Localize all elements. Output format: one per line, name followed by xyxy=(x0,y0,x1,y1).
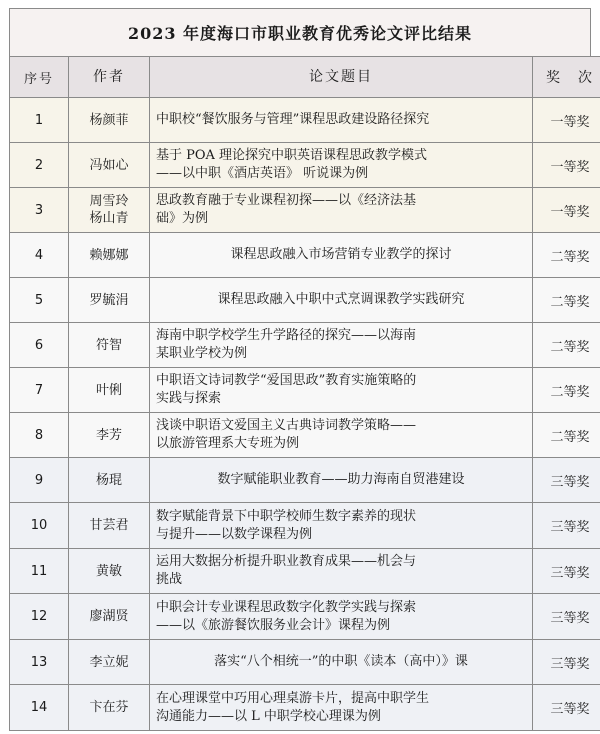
header-paper-title: 论文题目 xyxy=(150,57,533,98)
table-row xyxy=(10,549,600,594)
paper-title-line: 运用大数据分析提升职业教育成果——机会与 xyxy=(156,554,417,569)
row-number: 8 xyxy=(10,413,69,458)
row-award: 二等奖 xyxy=(533,233,600,278)
row-paper-title xyxy=(150,278,533,323)
row-author xyxy=(69,640,150,685)
row-author xyxy=(69,413,150,458)
paper-title-line: 课程思政融入市场营销专业教学的探讨 xyxy=(230,247,452,262)
header-award: 奖 次 xyxy=(533,57,600,98)
author-name: 黄敏 xyxy=(95,563,122,579)
table-row xyxy=(10,503,600,549)
paper-title-line: 思政教育融于专业课程初探——以《经济法基 xyxy=(156,193,417,208)
row-award: 二等奖 xyxy=(533,368,600,413)
paper-title-line: 浅谈中职语文爱国主义古典诗词教学策略—— xyxy=(156,418,417,433)
author-name: 杨山青 xyxy=(89,211,129,226)
row-author xyxy=(69,188,150,233)
author-name: 叶俐 xyxy=(95,382,122,398)
row-award: 三等奖 xyxy=(533,594,600,640)
row-paper-title xyxy=(150,549,533,594)
paper-title-line: 中职校“餐饮服务与管理”课程思政建设路径探究 xyxy=(156,112,430,127)
row-award: 一等奖 xyxy=(533,188,600,233)
table-row xyxy=(10,143,600,188)
row-paper-title xyxy=(150,594,533,640)
table-row xyxy=(10,98,600,143)
author-name: 周雪玲 xyxy=(89,194,129,209)
table-row xyxy=(10,233,600,278)
row-award: 三等奖 xyxy=(533,503,600,549)
table-row xyxy=(10,278,600,323)
row-author xyxy=(69,549,150,594)
author-name: 罗毓涓 xyxy=(89,292,129,308)
row-number: 13 xyxy=(10,640,69,685)
row-author xyxy=(69,323,150,368)
row-award: 二等奖 xyxy=(533,413,600,458)
table-row xyxy=(10,640,600,685)
row-author xyxy=(69,594,150,640)
author-name: 廖湖贤 xyxy=(89,609,129,624)
row-author xyxy=(69,685,150,731)
paper-title-line: 中职语文诗词教学“爱国思政”教育实施策略的 xyxy=(156,373,417,388)
row-paper-title xyxy=(150,503,533,549)
paper-title-line: 以旅游管理系大专班为例 xyxy=(156,436,300,451)
row-number: 7 xyxy=(10,368,69,413)
row-number: 12 xyxy=(10,594,69,640)
paper-title-line: 实践与探索 xyxy=(156,391,222,406)
table-row xyxy=(10,685,600,731)
paper-title-line: 数字赋能职业教育——助力海南自贸港建设 xyxy=(217,472,465,487)
paper-title-line: 基于 POA 理论探究中职英语课程思政教学模式 xyxy=(156,148,428,163)
table-title-row xyxy=(9,8,591,56)
row-award: 三等奖 xyxy=(533,685,600,731)
row-award: 一等奖 xyxy=(533,98,600,143)
paper-title-line: 挑战 xyxy=(156,572,183,587)
row-author xyxy=(69,143,150,188)
table-row xyxy=(10,413,600,458)
row-author xyxy=(69,458,150,503)
row-paper-title xyxy=(150,323,533,368)
table-row xyxy=(10,323,600,368)
results-body xyxy=(10,98,600,731)
row-number: 1 xyxy=(10,98,69,143)
row-award: 三等奖 xyxy=(533,549,600,594)
results-sheet xyxy=(9,8,594,731)
header-number: 序号 xyxy=(10,57,69,98)
author-name: 符智 xyxy=(95,337,122,353)
paper-title-line: 课程思政融入中职中式烹调课教学实践研究 xyxy=(217,292,465,307)
row-paper-title xyxy=(150,368,533,413)
row-award: 一等奖 xyxy=(533,143,600,188)
row-paper-title xyxy=(150,98,533,143)
header-row xyxy=(10,57,600,98)
author-name: 李立妮 xyxy=(89,654,129,670)
row-paper-title xyxy=(150,685,533,731)
row-author xyxy=(69,368,150,413)
row-author xyxy=(69,233,150,278)
table-row xyxy=(10,188,600,233)
author-name: 甘芸君 xyxy=(89,518,129,533)
author-name: 杨颜菲 xyxy=(89,112,129,128)
row-author xyxy=(69,278,150,323)
paper-title-line: 落实“八个相统一”的中职《读本（高中）》课 xyxy=(214,654,468,669)
header-author: 作者 xyxy=(69,57,150,98)
author-name: 卞在芬 xyxy=(89,700,129,715)
row-paper-title xyxy=(150,188,533,233)
row-number: 6 xyxy=(10,323,69,368)
row-number: 2 xyxy=(10,143,69,188)
paper-title-line: ——以《旅游餐饮服务业会计》课程为例 xyxy=(156,617,391,633)
row-number: 4 xyxy=(10,233,69,278)
paper-title-line: 海南中职学校学生升学路径的探究——以海南 xyxy=(156,328,417,343)
table-title: 2023 年度海口市职业教育优秀论文评比结果 xyxy=(127,24,473,43)
table-row xyxy=(10,458,600,503)
author-name: 赖娜娜 xyxy=(89,247,129,263)
table-row xyxy=(10,594,600,640)
row-award: 三等奖 xyxy=(533,458,600,503)
paper-title-line: 数字赋能背景下中职学校师生数字素养的现状 xyxy=(156,508,417,524)
row-author xyxy=(69,98,150,143)
row-award: 二等奖 xyxy=(533,323,600,368)
paper-title-line: 与提升——以数学课程为例 xyxy=(156,526,313,542)
paper-title-line: ——以中职《酒店英语》 听说课为例 xyxy=(156,166,369,181)
row-paper-title xyxy=(150,640,533,685)
author-name: 冯如心 xyxy=(89,157,129,173)
results-table xyxy=(9,56,600,731)
row-award: 三等奖 xyxy=(533,640,600,685)
row-paper-title xyxy=(150,413,533,458)
row-number: 11 xyxy=(10,549,69,594)
paper-title-line: 沟通能力——以 L 中职学校心理课为例 xyxy=(156,708,381,724)
row-author xyxy=(69,503,150,549)
author-name: 杨琨 xyxy=(95,472,122,488)
row-number: 10 xyxy=(10,503,69,549)
paper-title-line: 中职会计专业课程思政数字化教学实践与探索 xyxy=(156,599,417,615)
row-award: 二等奖 xyxy=(533,278,600,323)
row-number: 14 xyxy=(10,685,69,731)
paper-title-line: 在心理课堂中巧用心理桌游卡片，提高中职学生 xyxy=(156,690,430,706)
row-paper-title xyxy=(150,233,533,278)
paper-title-line: 某职业学校为例 xyxy=(156,346,248,361)
row-number: 5 xyxy=(10,278,69,323)
paper-title-line: 础》为例 xyxy=(156,211,209,226)
row-paper-title xyxy=(150,143,533,188)
row-number: 9 xyxy=(10,458,69,503)
row-paper-title xyxy=(150,458,533,503)
author-name: 李芳 xyxy=(95,427,122,443)
table-row xyxy=(10,368,600,413)
row-number: 3 xyxy=(10,188,69,233)
